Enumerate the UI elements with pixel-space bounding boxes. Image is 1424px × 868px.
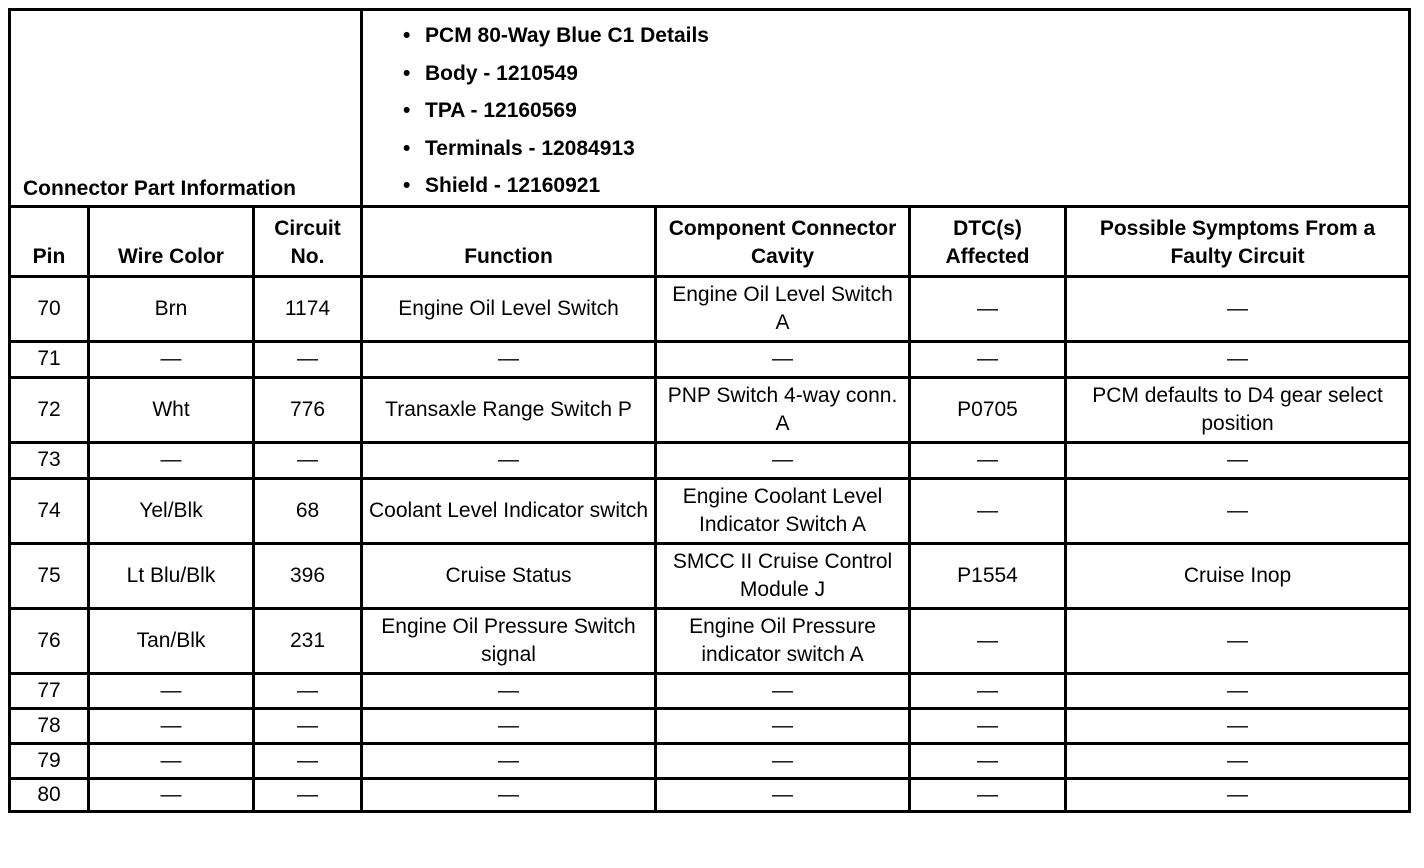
symptoms-cell: —: [1066, 341, 1410, 377]
circuit-cell: 1174: [254, 276, 362, 341]
pin-cell: 75: [10, 543, 89, 608]
pin-cell: 70: [10, 276, 89, 341]
cavity-cell: —: [656, 743, 910, 778]
cavity-cell: —: [656, 673, 910, 708]
dtc-cell: P0705: [910, 377, 1066, 442]
wire-color-cell: —: [89, 341, 254, 377]
dtc-cell: —: [910, 743, 1066, 778]
pin-cell: 80: [10, 778, 89, 811]
symptoms-cell: —: [1066, 708, 1410, 743]
symptoms-cell: —: [1066, 442, 1410, 478]
wire-color-cell: —: [89, 442, 254, 478]
function-cell: Engine Oil Pressure Switch signal: [362, 608, 656, 673]
wire-color-cell: Tan/Blk: [89, 608, 254, 673]
cavity-cell: —: [656, 778, 910, 811]
function-cell: —: [362, 442, 656, 478]
header-component-cavity: Component Connector Cavity: [656, 206, 910, 276]
symptoms-cell: —: [1066, 673, 1410, 708]
cavity-cell: Engine Oil Pressure indicator switch A: [656, 608, 910, 673]
cavity-cell: Engine Coolant Level Indicator Switch A: [656, 478, 910, 543]
circuit-cell: 231: [254, 608, 362, 673]
wire-color-cell: —: [89, 743, 254, 778]
cavity-cell: —: [656, 442, 910, 478]
connector-info-row: [10, 10, 1410, 207]
function-cell: —: [362, 341, 656, 377]
cavity-cell: —: [656, 341, 910, 377]
dtc-cell: —: [910, 708, 1066, 743]
symptoms-cell: —: [1066, 743, 1410, 778]
table-row: [10, 543, 1410, 608]
function-cell: —: [362, 743, 656, 778]
header-circuit-no: Circuit No.: [254, 206, 362, 276]
connector-detail-item: • Body - 1210549: [403, 55, 1408, 93]
symptoms-cell: PCM defaults to D4 gear select position: [1066, 377, 1410, 442]
pinout-sheet: [8, 8, 1408, 813]
pin-cell: 74: [10, 478, 89, 543]
wire-color-cell: —: [89, 778, 254, 811]
wire-color-cell: Lt Blu/Blk: [89, 543, 254, 608]
connector-details-list: [403, 17, 1408, 205]
dtc-cell: —: [910, 673, 1066, 708]
cavity-cell: —: [656, 708, 910, 743]
cavity-cell: PNP Switch 4-way conn. A: [656, 377, 910, 442]
cavity-cell: Engine Oil Level Switch A: [656, 276, 910, 341]
table-row: [10, 708, 1410, 743]
wire-color-cell: —: [89, 673, 254, 708]
wire-color-cell: —: [89, 708, 254, 743]
connector-detail-item: • TPA - 12160569: [403, 92, 1408, 130]
symptoms-cell: —: [1066, 608, 1410, 673]
wire-color-cell: Yel/Blk: [89, 478, 254, 543]
circuit-cell: 68: [254, 478, 362, 543]
table-row: [10, 743, 1410, 778]
connector-info-label: Connector Part Information: [10, 10, 362, 207]
pin-cell: 76: [10, 608, 89, 673]
dtc-cell: —: [910, 608, 1066, 673]
function-cell: —: [362, 673, 656, 708]
pin-cell: 77: [10, 673, 89, 708]
pin-cell: 78: [10, 708, 89, 743]
header-symptoms: Possible Symptoms From a Faulty Circuit: [1066, 206, 1410, 276]
pin-cell: 73: [10, 442, 89, 478]
function-cell: Transaxle Range Switch P: [362, 377, 656, 442]
pinout-table: [8, 8, 1411, 813]
connector-detail-item: • Shield - 12160921: [403, 167, 1408, 205]
table-row: [10, 673, 1410, 708]
symptoms-cell: —: [1066, 778, 1410, 811]
pin-cell: 71: [10, 341, 89, 377]
circuit-cell: —: [254, 778, 362, 811]
symptoms-cell: Cruise Inop: [1066, 543, 1410, 608]
table-row: [10, 377, 1410, 442]
table-row: [10, 778, 1410, 811]
circuit-cell: —: [254, 341, 362, 377]
table-row: [10, 276, 1410, 341]
function-cell: —: [362, 708, 656, 743]
header-function: Function: [362, 206, 656, 276]
function-cell: Coolant Level Indicator switch: [362, 478, 656, 543]
header-row: [10, 206, 1410, 276]
connector-detail-item: • PCM 80-Way Blue C1 Details: [403, 17, 1408, 55]
function-cell: Engine Oil Level Switch: [362, 276, 656, 341]
pin-cell: 79: [10, 743, 89, 778]
function-cell: —: [362, 778, 656, 811]
header-dtc: DTC(s) Affected: [910, 206, 1066, 276]
table-row: [10, 341, 1410, 377]
symptoms-cell: —: [1066, 276, 1410, 341]
dtc-cell: —: [910, 442, 1066, 478]
dtc-cell: P1554: [910, 543, 1066, 608]
dtc-cell: —: [910, 778, 1066, 811]
table-row: [10, 478, 1410, 543]
function-cell: Cruise Status: [362, 543, 656, 608]
connector-detail-item: • Terminals - 12084913: [403, 130, 1408, 168]
dtc-cell: —: [910, 276, 1066, 341]
circuit-cell: 396: [254, 543, 362, 608]
connector-info-details: [362, 10, 1410, 207]
wire-color-cell: Brn: [89, 276, 254, 341]
pin-cell: 72: [10, 377, 89, 442]
symptoms-cell: —: [1066, 478, 1410, 543]
cavity-cell: SMCC II Cruise Control Module J: [656, 543, 910, 608]
dtc-cell: —: [910, 478, 1066, 543]
table-row: [10, 442, 1410, 478]
header-pin: Pin: [10, 206, 89, 276]
header-wire-color: Wire Color: [89, 206, 254, 276]
circuit-cell: 776: [254, 377, 362, 442]
dtc-cell: —: [910, 341, 1066, 377]
circuit-cell: —: [254, 708, 362, 743]
wire-color-cell: Wht: [89, 377, 254, 442]
circuit-cell: —: [254, 743, 362, 778]
circuit-cell: —: [254, 673, 362, 708]
table-row: [10, 608, 1410, 673]
circuit-cell: —: [254, 442, 362, 478]
